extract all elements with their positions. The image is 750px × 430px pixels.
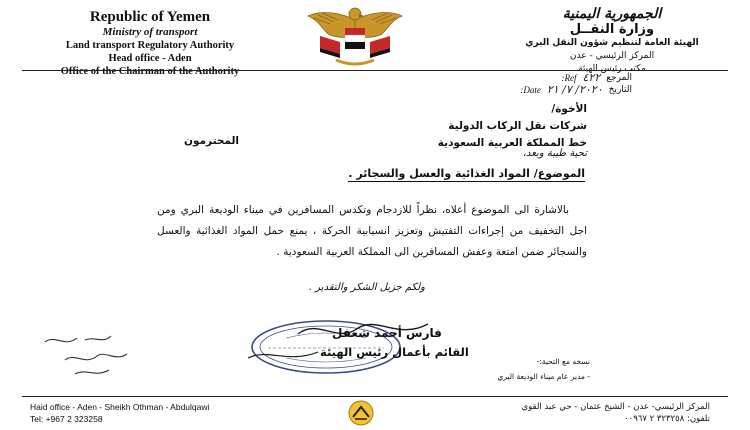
date-label-en: Date:	[520, 85, 541, 95]
signatory-title: القائم بأعمال رئيس الهيئة	[320, 345, 469, 359]
copy-label: نسخه مع التحية:-	[536, 357, 590, 366]
authority-ar: الهيئة العامة لتنظيم شؤون النقل البري	[525, 38, 699, 48]
reference-block	[520, 72, 632, 96]
country-ar: الجمهورية اليمنية	[562, 6, 662, 22]
footer-phone-ar: تلفون: ٣٢٣٢٥٨ ٢ ٠٠٩٦٧	[624, 414, 710, 424]
ministry-en: Ministry of transport	[102, 26, 198, 38]
chairman-en: Office of the Chairman of the Authority	[60, 66, 240, 77]
subject-text: الموضوع/ المواد الغذائية والعسل والسجائر .	[348, 167, 585, 180]
date-label-ar: التاريخ	[608, 85, 632, 95]
ref-label-ar: المرجع	[606, 73, 632, 83]
letter-body	[157, 200, 587, 263]
honorific: المحترمون	[184, 135, 240, 147]
subject-line	[348, 167, 585, 180]
footer-address-ar: المركز الرئيسي- عدن - الشيخ عثمان - حي عبد القوي	[521, 402, 710, 412]
copy-item: - مدير عام ميناء الوديعة البري	[497, 372, 590, 381]
header-divider	[22, 70, 728, 71]
footer-divider	[22, 396, 728, 397]
ref-label-en: Ref:	[561, 73, 577, 83]
authority-en: Land transport Regulatory Authority	[65, 40, 235, 51]
footer-address-en: Haid office - Aden - Sheikh Othman - Abdulqawi	[30, 402, 210, 412]
office-ar: المركز الرئيسي - عدن	[569, 51, 655, 61]
office-en: Head office - Aden	[108, 53, 192, 64]
authority-logo-icon	[345, 399, 377, 427]
greeting: تحية طيبة وبعد،	[522, 148, 587, 159]
arabic-header	[502, 6, 722, 76]
footer-phone-en: Tel: +967 2 323258	[30, 414, 103, 424]
signatory-name: فارس أحمد شعفل	[332, 326, 442, 340]
date-value: ٢٠٢٠/ ٧/ ٢١	[546, 83, 603, 96]
country-en: Republic of Yemen	[89, 9, 211, 25]
closing-line: ولكم جزيل الشكر والتقدير .	[308, 282, 425, 293]
recipient-block	[438, 101, 587, 152]
copy-item-text: مدير عام ميناء الوديعة البري	[497, 372, 585, 381]
handwritten-note-icon	[35, 330, 155, 380]
english-header	[30, 8, 270, 78]
eagle-emblem-icon	[300, 2, 410, 70]
recipient-line2: خط المملكة العربية السعودية	[437, 137, 587, 149]
body-paragraph: بالاشارة الى الموضوع أعلاه، نظراً للازدحام وتكدس المسافرين في ميناء الوديعة البري ومن اجل التخفيف من إجراءات التفتيش وتعزيز انسيابية الحركة ، يمنع حمل المواد الغذائية والعسل والسجائر ضمن امتعة وعفش المسافرين الى المملكة العربية السعودية .	[157, 204, 587, 258]
ref-value: ٤٢٢	[582, 71, 601, 84]
salutation: الأخوة/	[551, 103, 587, 115]
footer-arabic	[521, 401, 710, 425]
recipient-line1: شركات نقل الركاب الدولية	[448, 120, 587, 132]
footer-english	[30, 401, 209, 425]
chairman-ar: مكتب رئيس الهيئة	[578, 64, 646, 74]
ministry-ar: وزارة النقــل	[569, 22, 655, 37]
signature-scrawl-icon	[228, 314, 518, 374]
copy-to-block	[497, 354, 590, 384]
